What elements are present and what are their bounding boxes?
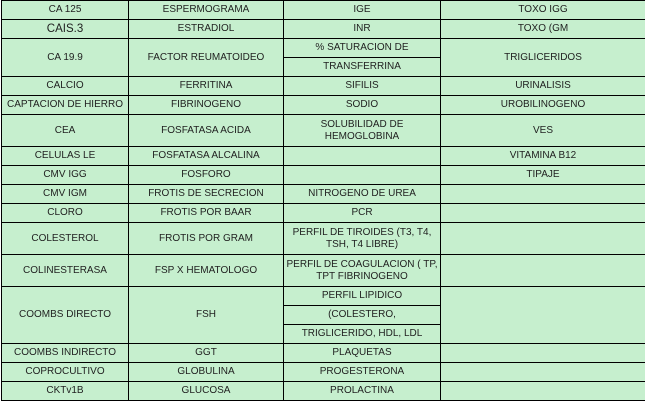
table-cell[interactable]: FERRITINA bbox=[129, 77, 284, 96]
table-cell[interactable]: FSH bbox=[129, 287, 284, 344]
table-cell[interactable]: PLAQUETAS bbox=[284, 344, 441, 363]
table-cell[interactable]: URINALISIS bbox=[441, 77, 646, 96]
table-cell[interactable]: CAIS.3 bbox=[2, 20, 129, 39]
table-cell[interactable]: SOLUBILIDAD DE HEMOGLOBINA bbox=[284, 115, 441, 147]
table-row bbox=[2, 147, 646, 166]
table-cell[interactable]: CALCIO bbox=[2, 77, 129, 96]
table-row bbox=[2, 115, 646, 147]
table-cell[interactable] bbox=[441, 344, 646, 363]
table-cell[interactable]: % SATURACION DE bbox=[284, 39, 441, 58]
table-cell[interactable]: PERFIL LIPIDICO bbox=[284, 287, 441, 306]
table-row bbox=[2, 77, 646, 96]
table-cell[interactable]: CMV IGM bbox=[2, 185, 129, 204]
table-cell[interactable]: TOXO (GM bbox=[441, 20, 646, 39]
table-row bbox=[2, 1, 646, 20]
table-row bbox=[2, 20, 646, 39]
table-cell[interactable] bbox=[441, 185, 646, 204]
table-cell[interactable]: ESTRADIOL bbox=[129, 20, 284, 39]
table-row bbox=[2, 344, 646, 363]
table-cell[interactable]: PROLACTINA bbox=[284, 382, 441, 401]
table-row bbox=[2, 223, 646, 255]
table-row bbox=[2, 382, 646, 401]
table-cell[interactable]: FIBRINOGENO bbox=[129, 96, 284, 115]
table-cell[interactable]: NITROGENO DE UREA bbox=[284, 185, 441, 204]
table-cell[interactable]: GLOBULINA bbox=[129, 363, 284, 382]
table-cell[interactable]: (COLESTERO, bbox=[284, 306, 441, 325]
table-cell[interactable] bbox=[284, 147, 441, 166]
table-cell[interactable]: TRIGLICERIDOS bbox=[441, 39, 646, 77]
table-row bbox=[2, 255, 646, 287]
table-cell[interactable] bbox=[441, 223, 646, 255]
table-cell[interactable]: COOMBS DIRECTO bbox=[2, 287, 129, 344]
table-cell[interactable]: PERFIL DE TIROIDES (T3, T4, TSH, T4 LIBRE) bbox=[284, 223, 441, 255]
table-row bbox=[2, 287, 646, 306]
table-cell[interactable]: COOMBS INDIRECTO bbox=[2, 344, 129, 363]
lab-tests-table bbox=[1, 0, 646, 401]
table-cell[interactable]: FOSFATASA ACIDA bbox=[129, 115, 284, 147]
table-row bbox=[2, 185, 646, 204]
table-cell[interactable]: CEA bbox=[2, 115, 129, 147]
table-cell[interactable]: FOSFORO bbox=[129, 166, 284, 185]
table-cell[interactable] bbox=[441, 255, 646, 287]
table-cell[interactable]: PCR bbox=[284, 204, 441, 223]
table-cell[interactable] bbox=[441, 363, 646, 382]
table-row bbox=[2, 204, 646, 223]
table-cell[interactable]: SODIO bbox=[284, 96, 441, 115]
table-cell[interactable]: FROTIS POR BAAR bbox=[129, 204, 284, 223]
table-row bbox=[2, 363, 646, 382]
table-row bbox=[2, 166, 646, 185]
table-cell[interactable]: TIPAJE bbox=[441, 166, 646, 185]
table-cell[interactable]: COPROCULTIVO bbox=[2, 363, 129, 382]
sheet-edge bbox=[645, 0, 650, 406]
table-cell[interactable]: TRIGLICERIDO, HDL, LDL bbox=[284, 325, 441, 344]
table-cell[interactable]: FSP X HEMATOLOGO bbox=[129, 255, 284, 287]
table-cell[interactable]: ESPERMOGRAMA bbox=[129, 1, 284, 20]
table-cell[interactable] bbox=[441, 204, 646, 223]
table-cell[interactable]: VITAMINA B12 bbox=[441, 147, 646, 166]
table-cell[interactable] bbox=[441, 287, 646, 344]
table-cell[interactable]: CMV IGG bbox=[2, 166, 129, 185]
table-cell[interactable]: COLESTEROL bbox=[2, 223, 129, 255]
table-row bbox=[2, 96, 646, 115]
table-cell[interactable]: PERFIL DE COAGULACION ( TP, TPT FIBRINOGENO bbox=[284, 255, 441, 287]
table-cell[interactable]: CA 125 bbox=[2, 1, 129, 20]
table-cell[interactable]: GLUCOSA bbox=[129, 382, 284, 401]
table-cell[interactable]: CKTv1B bbox=[2, 382, 129, 401]
table-cell[interactable]: TRANSFERRINA bbox=[284, 58, 441, 77]
table-cell[interactable]: FROTIS POR GRAM bbox=[129, 223, 284, 255]
table-cell[interactable]: IGE bbox=[284, 1, 441, 20]
table-cell[interactable]: SIFILIS bbox=[284, 77, 441, 96]
table-cell[interactable] bbox=[284, 166, 441, 185]
table-cell[interactable]: FROTIS DE SECRECION bbox=[129, 185, 284, 204]
table-row bbox=[2, 39, 646, 58]
table-cell[interactable]: CLORO bbox=[2, 204, 129, 223]
table-cell[interactable]: CA 19.9 bbox=[2, 39, 129, 77]
table-cell[interactable]: CAPTACION DE HIERRO bbox=[2, 96, 129, 115]
table-cell[interactable]: UROBILINOGENO bbox=[441, 96, 646, 115]
table-cell[interactable]: VES bbox=[441, 115, 646, 147]
table-cell[interactable]: INR bbox=[284, 20, 441, 39]
table-cell[interactable]: PROGESTERONA bbox=[284, 363, 441, 382]
table-cell[interactable]: FACTOR REUMATOIDEO bbox=[129, 39, 284, 77]
table-cell[interactable]: CELULAS LE bbox=[2, 147, 129, 166]
table-cell[interactable]: COLINESTERASA bbox=[2, 255, 129, 287]
table-cell[interactable]: TOXO IGG bbox=[441, 1, 646, 20]
table-cell[interactable]: GGT bbox=[129, 344, 284, 363]
table-cell[interactable]: FOSFATASA ALCALINA bbox=[129, 147, 284, 166]
table-cell[interactable] bbox=[441, 382, 646, 401]
